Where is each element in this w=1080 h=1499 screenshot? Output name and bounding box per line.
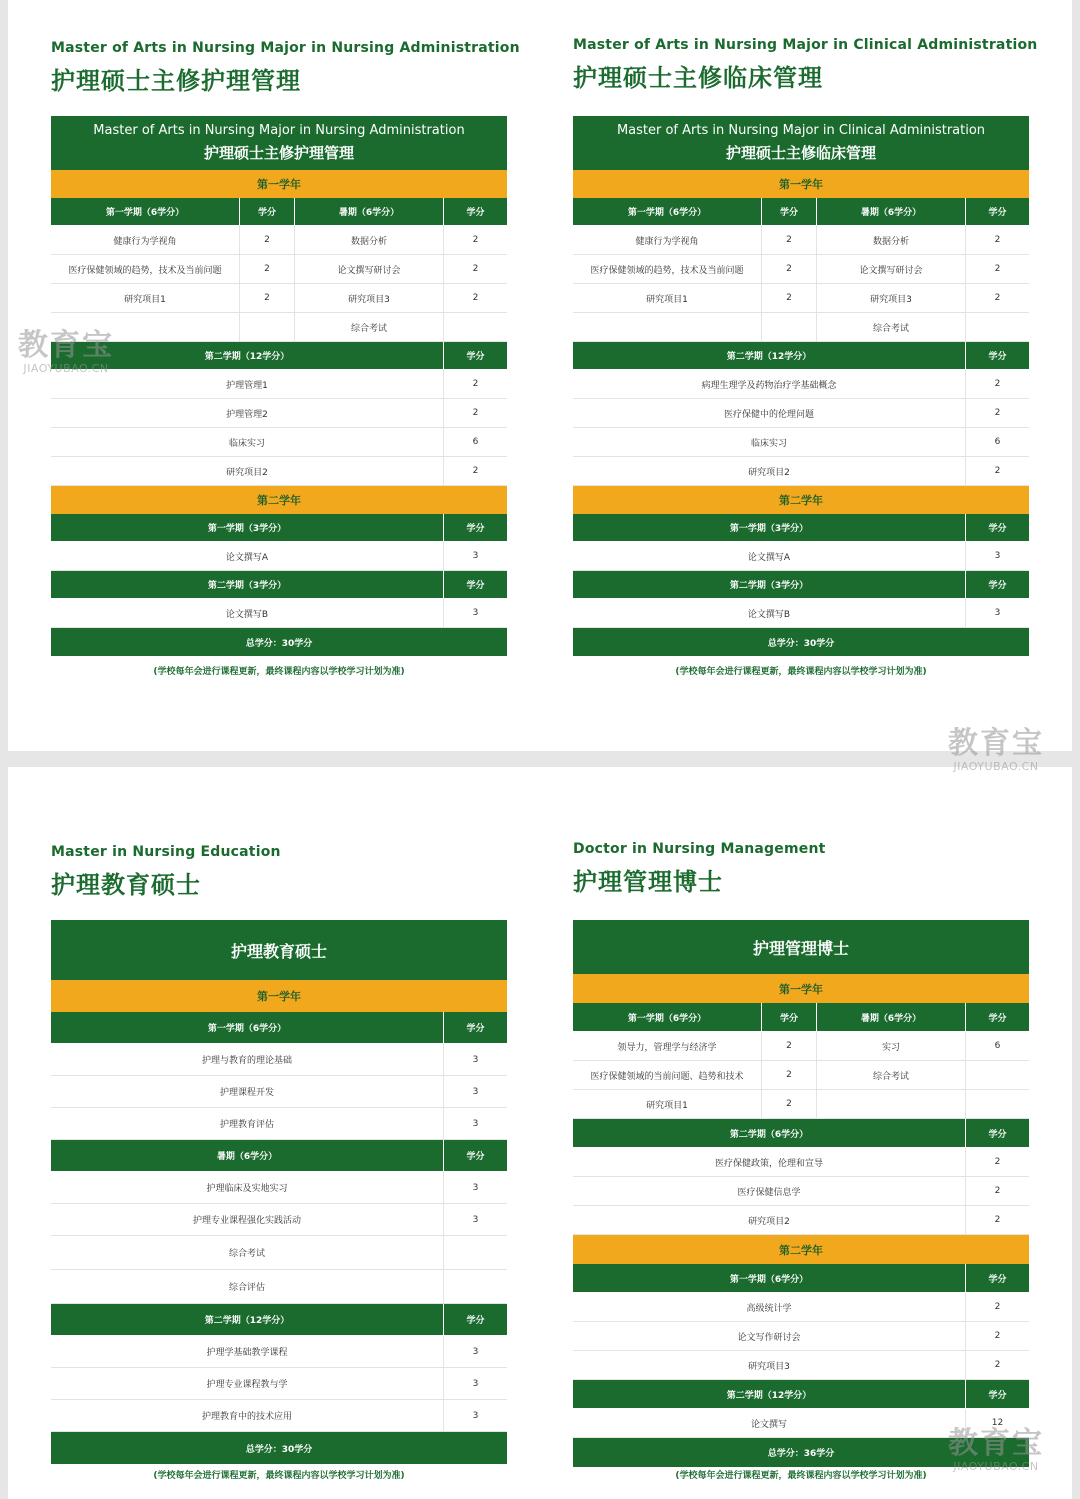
credit-cell — [966, 1090, 1029, 1118]
course-cell: 医疗保健中的伦理问题 — [573, 399, 966, 427]
course-cell: 研究项目1 — [573, 284, 762, 312]
course-cell: 护理学基础教学课程 — [51, 1336, 444, 1367]
term-header: 第二学期（6学分） — [573, 1119, 966, 1147]
table-row — [51, 1076, 507, 1108]
course-cell: 研究项目2 — [51, 457, 444, 485]
course-cell: 论文写作研讨会 — [573, 1322, 966, 1350]
course-cell: 研究项目2 — [573, 457, 966, 485]
course-cell: 实习 — [817, 1032, 966, 1060]
credit-cell: 2 — [240, 284, 295, 312]
credit-cell: 2 — [762, 1032, 817, 1060]
credit-cell: 2 — [994, 1215, 1001, 1225]
credit-cell: 3 — [472, 608, 479, 618]
course-cell: 临床实习 — [51, 428, 444, 456]
course-cell: 论文撰写研讨会 — [817, 255, 966, 283]
table-row — [573, 1090, 1029, 1119]
term-header: 第二学期（12学分） — [573, 1380, 966, 1408]
credit-cell: 3 — [472, 1378, 479, 1389]
course-cell: 综合评估 — [51, 1270, 444, 1303]
table-row — [573, 1061, 1029, 1090]
term-header-row — [51, 198, 507, 226]
table-row — [51, 1204, 507, 1236]
credit-cell — [444, 1270, 507, 1303]
course-cell: 综合考试 — [295, 313, 444, 341]
total-credits: 总学分：30学分 — [573, 628, 1029, 656]
course-cell: 研究项目2 — [573, 1206, 966, 1234]
program-title-en: Master of Arts in Nursing Major in Clinical Administration — [573, 37, 1038, 53]
credit-cell: 3 — [472, 1346, 479, 1357]
credit-cell: 2 — [472, 293, 479, 303]
total-credits: 总学分：30学分 — [51, 1432, 507, 1464]
table-row — [573, 599, 1029, 628]
curriculum-table — [51, 920, 507, 1464]
term-header: 第二学期（12学分） — [573, 342, 966, 369]
credit-cell: 2 — [472, 235, 479, 245]
term-header: 第一学期（3学分） — [51, 514, 444, 541]
table-row — [51, 313, 507, 342]
credit-cell: 2 — [762, 284, 817, 312]
total-credits: 总学分：30学分 — [51, 628, 507, 656]
term-header-row — [51, 342, 507, 370]
watermark-brand: 教育宝 — [948, 726, 1044, 761]
credit-cell: 3 — [472, 1182, 479, 1193]
course-cell: 护理专业课程强化实践活动 — [51, 1204, 444, 1235]
table-title — [573, 920, 1029, 974]
table-row — [51, 542, 507, 571]
course-cell: 论文撰写B — [51, 599, 444, 627]
footnote: (学校每年会进行课程更新，最终课程内容以学校学习计划为准) — [153, 1471, 405, 1481]
table-row — [573, 542, 1029, 571]
table-row — [573, 1177, 1029, 1206]
course-cell: 健康行为学视角 — [51, 226, 240, 254]
credit-cell: 2 — [762, 226, 817, 254]
credit-header: 学分 — [988, 1274, 1007, 1285]
table-row — [51, 428, 507, 457]
table-row — [51, 370, 507, 399]
watermark-domain: JIAOYUBAO.CN — [23, 362, 109, 375]
total-credits: 总学分：36学分 — [573, 1438, 1029, 1467]
course-cell: 研究项目3 — [295, 284, 444, 312]
term-header-row — [573, 1264, 1029, 1293]
credit-cell: 3 — [472, 1118, 479, 1129]
course-cell: 论文撰写A — [573, 542, 966, 570]
table-title-zh: 护理硕士主修临床管理 — [725, 144, 876, 162]
term-header-row — [51, 1012, 507, 1044]
table-row — [573, 313, 1029, 342]
table-row — [51, 284, 507, 313]
credit-cell: 3 — [472, 551, 479, 561]
course-cell: 论文撰写B — [573, 599, 966, 627]
program-title-en: Doctor in Nursing Management — [573, 841, 826, 857]
term-header: 第一学期（6学分） — [573, 198, 762, 225]
credit-cell: 2 — [994, 293, 1001, 303]
credit-cell: 3 — [472, 1214, 479, 1225]
program-title-en: Master of Arts in Nursing Major in Nursing Administration — [51, 40, 520, 56]
program-title-zh: 护理教育硕士 — [51, 871, 201, 899]
watermark-domain: JIAOYUBAO.CN — [953, 760, 1039, 773]
term-header: 暑期（6学分） — [295, 198, 444, 225]
credit-cell: 3 — [994, 551, 1001, 561]
course-cell: 论文撰写A — [51, 542, 444, 570]
course-cell: 健康行为学视角 — [573, 226, 762, 254]
credit-header: 学分 — [988, 208, 1007, 218]
credit-cell: 2 — [762, 1061, 817, 1089]
year-band: 第一学年 — [51, 980, 507, 1012]
term-header: 第二学期（12学分） — [51, 1304, 444, 1335]
credit-cell: 3 — [472, 1410, 479, 1421]
term-header-row — [51, 514, 507, 542]
term-header: 第二学期（12学分） — [51, 342, 444, 369]
credit-header: 学分 — [988, 1013, 1007, 1024]
footnote: (学校每年会进行课程更新，最终课程内容以学校学习计划为准) — [153, 667, 405, 677]
term-header: 暑期（6学分） — [817, 1003, 966, 1031]
credit-cell: 2 — [994, 1360, 1001, 1370]
table-title — [573, 116, 1029, 170]
credit-cell: 2 — [994, 235, 1001, 245]
table-row — [51, 1044, 507, 1076]
table-row — [51, 1236, 507, 1270]
term-header-row — [573, 198, 1029, 226]
course-cell: 护理课程开发 — [51, 1076, 444, 1107]
course-cell: 医疗保健领域的当前问题、趋势和技术 — [573, 1061, 762, 1089]
term-header: 暑期（6学分） — [817, 198, 966, 225]
credit-cell: 2 — [994, 466, 1001, 476]
term-header-row — [573, 342, 1029, 370]
credit-cell: 6 — [472, 437, 479, 447]
course-cell: 数据分析 — [295, 226, 444, 254]
table-row — [51, 399, 507, 428]
credit-cell — [240, 313, 295, 341]
credit-cell: 2 — [472, 379, 479, 389]
table-row — [51, 1336, 507, 1368]
course-cell: 护理管理2 — [51, 399, 444, 427]
term-header-row — [51, 1304, 507, 1336]
course-cell: 护理管理1 — [51, 370, 444, 398]
credit-cell — [966, 313, 1029, 341]
credit-header: 学分 — [240, 198, 295, 225]
table-row — [573, 255, 1029, 284]
credit-cell — [444, 313, 507, 341]
course-cell: 病理生理学及药物治疗学基础概念 — [573, 370, 966, 398]
course-cell: 护理教育评估 — [51, 1108, 444, 1139]
table-row — [51, 226, 507, 255]
credit-header: 学分 — [988, 1390, 1007, 1401]
term-header: 第一学期（3学分） — [573, 514, 966, 541]
course-cell: 研究项目3 — [573, 1351, 966, 1379]
course-cell: 医疗保健领域的趋势，技术及当前问题 — [51, 255, 240, 283]
term-header: 第一学期（6学分） — [573, 1264, 966, 1292]
program-title-zh: 护理硕士主修护理管理 — [51, 67, 301, 95]
curriculum-table — [573, 920, 1029, 1467]
year-band: 第一学年 — [573, 974, 1029, 1003]
credit-header: 学分 — [762, 1003, 817, 1031]
table-row — [573, 1293, 1029, 1322]
program-title-en: Master in Nursing Education — [51, 844, 281, 860]
term-header: 第一学期（6学分） — [573, 1003, 762, 1031]
credit-cell: 6 — [994, 1041, 1001, 1051]
course-cell: 领导力，管理学与经济学 — [573, 1032, 762, 1060]
table-row — [573, 1322, 1029, 1351]
credit-header: 学分 — [466, 208, 485, 218]
table-row — [573, 399, 1029, 428]
course-cell — [817, 1090, 966, 1118]
term-header: 暑期（6学分） — [51, 1140, 444, 1171]
course-cell: 综合考试 — [817, 1061, 966, 1089]
credit-header: 学分 — [988, 524, 1007, 534]
table-title-zh: 护理硕士主修护理管理 — [203, 144, 354, 162]
term-header: 第二学期（3学分） — [573, 571, 966, 598]
credit-cell: 6 — [994, 437, 1001, 447]
credit-header: 学分 — [988, 352, 1007, 362]
course-cell: 临床实习 — [573, 428, 966, 456]
credit-header: 学分 — [466, 524, 485, 534]
credit-header: 学分 — [466, 1316, 485, 1326]
watermark-logo — [18, 330, 114, 375]
table-title — [51, 920, 507, 980]
year-band: 第一学年 — [573, 170, 1029, 198]
term-header: 第二学期（3学分） — [51, 571, 444, 598]
table-row — [573, 428, 1029, 457]
credit-cell: 2 — [994, 1331, 1001, 1341]
credit-cell: 3 — [994, 608, 1001, 618]
table-title-zh: 护理管理博士 — [752, 938, 849, 958]
table-title — [51, 116, 507, 170]
term-header-row — [573, 1119, 1029, 1148]
watermark-brand: 教育宝 — [948, 1426, 1044, 1461]
table-row — [573, 1148, 1029, 1177]
credit-cell: 2 — [994, 264, 1001, 274]
table-row — [573, 284, 1029, 313]
course-cell: 医疗保健信息学 — [573, 1177, 966, 1205]
credit-header: 学分 — [988, 581, 1007, 591]
course-cell: 论文撰写 — [573, 1409, 966, 1437]
term-header: 第一学期（6学分） — [51, 198, 240, 225]
course-cell: 研究项目1 — [51, 284, 240, 312]
term-header-row — [51, 1140, 507, 1172]
credit-cell: 2 — [762, 255, 817, 283]
course-cell: 研究项目3 — [817, 284, 966, 312]
table-row — [573, 226, 1029, 255]
credit-cell: 3 — [472, 1086, 479, 1097]
curriculum-table — [573, 116, 1029, 656]
table-row — [51, 457, 507, 486]
table-row — [51, 1400, 507, 1432]
table-title-en: Master of Arts in Nursing Major in Nursing Administration — [93, 123, 465, 138]
table-row — [51, 1270, 507, 1304]
watermark-logo — [948, 1428, 1044, 1473]
credit-cell: 2 — [472, 408, 479, 418]
course-cell — [573, 313, 762, 341]
footnote: (学校每年会进行课程更新，最终课程内容以学校学习计划为准) — [675, 667, 927, 677]
term-header-row — [51, 571, 507, 599]
credit-cell: 2 — [240, 255, 295, 283]
table-row — [51, 599, 507, 628]
course-cell: 综合考试 — [51, 1236, 444, 1269]
credit-cell: 3 — [472, 1054, 479, 1065]
watermark-domain: JIAOYUBAO.CN — [953, 1460, 1039, 1473]
year-band: 第二学年 — [573, 1235, 1029, 1264]
credit-header: 学分 — [988, 1129, 1007, 1140]
credit-cell: 12 — [991, 1418, 1004, 1428]
credit-cell: 2 — [472, 264, 479, 274]
table-row — [573, 457, 1029, 486]
credit-cell — [762, 313, 817, 341]
term-header-row — [573, 1380, 1029, 1409]
footnote: (学校每年会进行课程更新，最终课程内容以学校学习计划为准) — [675, 1471, 927, 1481]
term-header: 第一学期（6学分） — [51, 1012, 444, 1043]
credit-header: 学分 — [466, 1024, 485, 1034]
year-band: 第二学年 — [51, 486, 507, 514]
credit-header: 学分 — [466, 352, 485, 362]
course-cell: 护理临床及实地实习 — [51, 1172, 444, 1203]
program-title-zh: 护理硕士主修临床管理 — [573, 64, 823, 92]
table-row — [573, 370, 1029, 399]
table-title-zh: 护理教育硕士 — [230, 941, 327, 961]
course-cell: 护理教育中的技术应用 — [51, 1400, 444, 1431]
course-cell: 研究项目1 — [573, 1090, 762, 1118]
watermark-logo — [948, 728, 1044, 773]
course-cell: 医疗保健政策，伦理和宣导 — [573, 1148, 966, 1176]
course-cell: 高级统计学 — [573, 1293, 966, 1321]
year-band: 第二学年 — [573, 486, 1029, 514]
credit-cell: 2 — [994, 1302, 1001, 1312]
curriculum-table — [51, 116, 507, 656]
table-row — [51, 255, 507, 284]
term-header-row — [573, 571, 1029, 599]
program-title-zh: 护理管理博士 — [573, 868, 723, 896]
table-title-en: Master of Arts in Nursing Major in Clinical Administration — [616, 123, 986, 138]
course-cell: 护理专业课程教与学 — [51, 1368, 444, 1399]
course-cell: 数据分析 — [817, 226, 966, 254]
table-row — [573, 1351, 1029, 1380]
credit-cell: 2 — [994, 1186, 1001, 1196]
watermark-brand: 教育宝 — [18, 328, 114, 363]
credit-cell — [444, 1236, 507, 1269]
table-row — [51, 1368, 507, 1400]
table-row — [573, 1032, 1029, 1061]
table-row — [573, 1206, 1029, 1235]
course-cell: 论文撰写研讨会 — [295, 255, 444, 283]
course-cell: 护理与教育的理论基础 — [51, 1044, 444, 1075]
table-row — [51, 1108, 507, 1140]
credit-cell: 2 — [240, 226, 295, 254]
credit-cell: 2 — [472, 466, 479, 476]
credit-header: 学分 — [466, 581, 485, 591]
credit-cell — [966, 1061, 1029, 1089]
credit-cell: 2 — [994, 408, 1001, 418]
credit-header: 学分 — [466, 1152, 485, 1162]
table-row — [51, 1172, 507, 1204]
credit-header: 学分 — [762, 198, 817, 225]
credit-cell: 2 — [762, 1090, 817, 1118]
course-cell: 综合考试 — [817, 313, 966, 341]
course-cell: 医疗保健领域的趋势，技术及当前问题 — [573, 255, 762, 283]
credit-cell: 2 — [994, 379, 1001, 389]
credit-cell: 2 — [994, 1157, 1001, 1167]
term-header-row — [573, 1003, 1029, 1032]
term-header-row — [573, 514, 1029, 542]
year-band: 第一学年 — [51, 170, 507, 198]
